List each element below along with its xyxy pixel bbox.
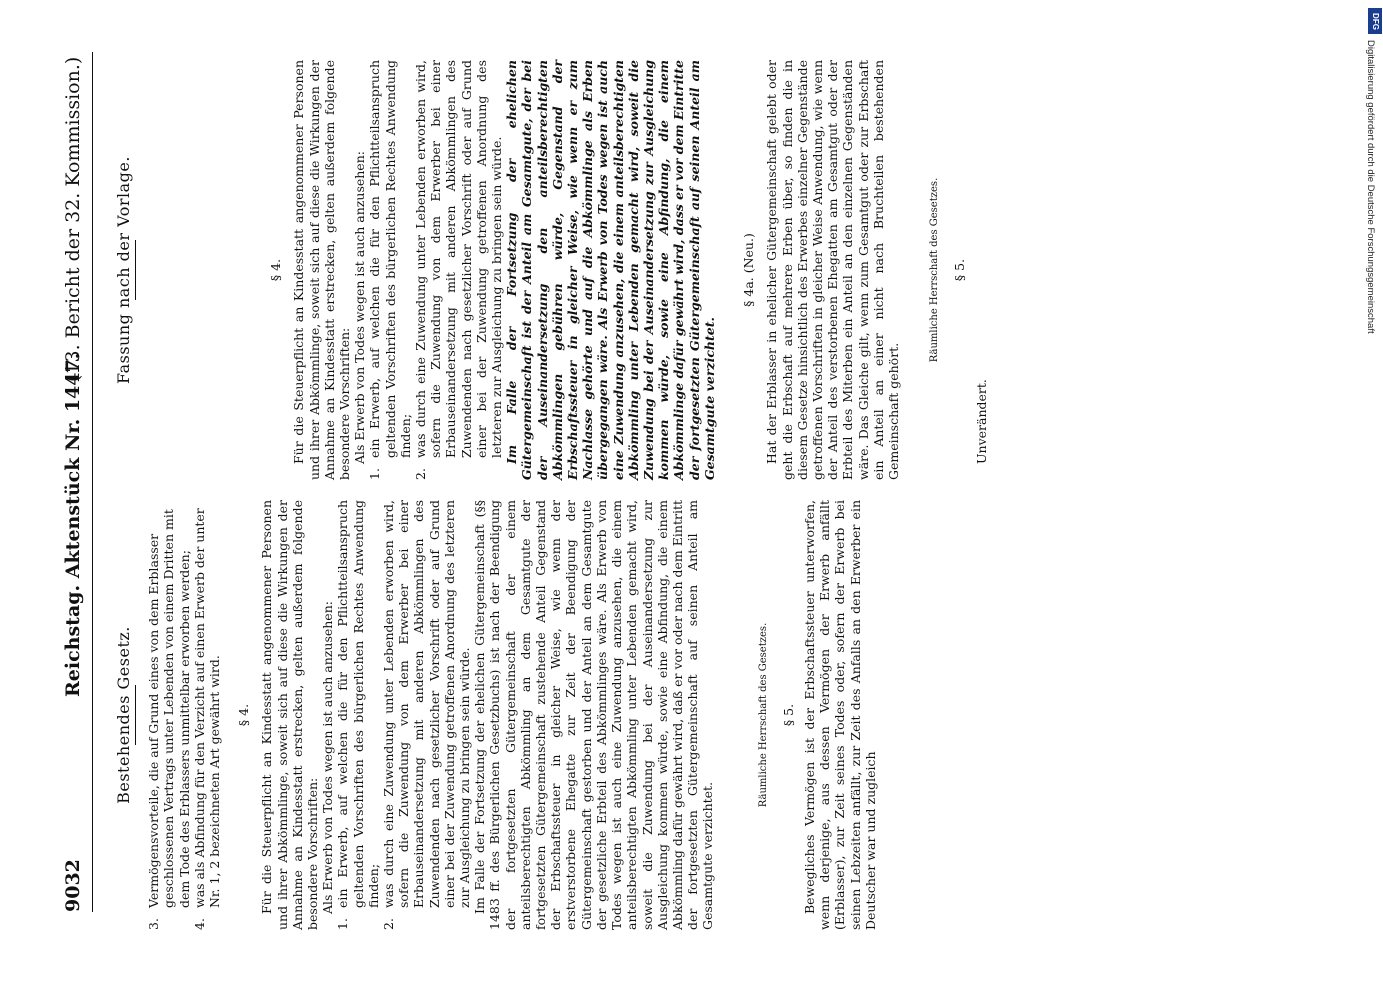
left-section-5-heading: § 5. bbox=[780, 703, 796, 727]
right-continued-community-paragraph: Im Falle der Fortsetzung der ehelichen Gütergemeinschaft ist der Anteil am Gesamtgute, der bei der Auseinandersetzung den anteilsberechtigten Abkömmlingen gebühren würde, Gegenstand der Erbschaftssteuer in gleicher Weise, wie wenn er zum Nachlasse gehörte und auf die Abkömmlinge als Erben übergegangen wäre. Als Erwerb von Todes wegen ist auch eine Zuwendung anzusehen, die einem anteilsberechtigten Abkömmling unter Lebenden gemacht wird, soweit die Zuwendung bei der Auseinandersetzung zur Ausgleichung kommen würde, sowie eine Abfindung, die einem Abkömmlinge dafür gewährt wird, dass er vor dem Eintritte der fortgesetzten Gütergemeinschaft auf seinen Anteil am Gesamtgute verzichtet. bbox=[504, 60, 717, 480]
right-section-5-text: Unverändert. bbox=[973, 379, 989, 464]
left-item-4 bbox=[192, 500, 222, 930]
document-title: Reichstag. Aktenstück Nr. 1447. bbox=[62, 352, 84, 697]
right-column-title: Fassung nach der Vorlage. bbox=[114, 156, 133, 384]
left-item-3 bbox=[146, 500, 192, 930]
item-number: 2. bbox=[413, 468, 429, 480]
left-title-rule bbox=[135, 685, 136, 745]
item-text: was durch eine Zuwendung unter Lebenden erworben wird, sofern die Zuwendung von dem Erwerber bei einer Erbauseinandersetzung mit anderen Abkömmlingen des Zuwendenden nach gesetzlicher Vorschrift oder auf Grund einer bei der Zuwendung getroffenen Anordnung des letzteren zur Ausgleichung zu bringen sein würde. bbox=[381, 500, 473, 908]
left-section-4-item-1 bbox=[335, 500, 381, 930]
item-number: 4. bbox=[191, 918, 207, 930]
right-section-4-heading: § 4. bbox=[268, 258, 284, 282]
right-section-5-heading: § 5. bbox=[952, 258, 968, 282]
left-section-4-heading: § 4. bbox=[236, 703, 252, 727]
left-section-4-item-2 bbox=[381, 500, 472, 930]
item-text: Vermögensvorteile, die auf Grund eines von dem Erblasser geschlossenen Vertrags unter Lebenden von einem Dritten mit dem Tode des Erblassers unmittelbar erworben werden; bbox=[146, 509, 192, 908]
left-section-4-intro: Für die Steuerpflicht an Kindesstatt angenommener Personen und ihrer Abkömmlinge, soweit sich auf diese die Wirkungen der Annahme an Kindesstatt erstrecken, gelten außerdem folgende besondere Vorschriften: bbox=[259, 500, 321, 930]
page-number: 9032 bbox=[62, 859, 84, 912]
item-text: was durch eine Zuwendung unter Lebenden erworben wird, sofern die Zuwendung von dem Erwerber bei einer Erbauseinandersetzung mit anderen Abkömmlingen des Zuwendenden nach gesetzlicher Vorschrift oder auf Grund einer bei der Zuwendung getroffenen Anordnung des letzteren zur Ausgleichung zu bringen sein würde. bbox=[413, 60, 505, 458]
item-number: 1. bbox=[335, 918, 351, 930]
right-section-4-item-2 bbox=[413, 60, 504, 480]
dfg-logo-text: DFG bbox=[1370, 12, 1380, 30]
right-title-rule bbox=[135, 240, 136, 300]
right-spatial-scope-heading: Räumliche Herrschaft des Gesetzes. bbox=[929, 177, 941, 363]
item-number: 2. bbox=[381, 918, 397, 930]
right-section-4-item-1 bbox=[367, 60, 413, 480]
left-spatial-scope-heading: Räumliche Herrschaft des Gesetzes. bbox=[757, 622, 769, 808]
document-subtitle: (13. Bericht der 32. Kommission.) bbox=[62, 56, 84, 382]
right-section-4a-text: Hat der Erblasser in ehelicher Gütergemeinschaft gelebt oder geht die Erbschaft auf mehrere Erben über, so finden die in diesem Gesetze hinsichtlich des Erwerbes einzelner Gegenstände getroffenen Vorschriften in gleicher Weise Anwendung, wie wenn der Anteil des verstorbenen Ehegatten am Gesamtgut oder der Erbteil des Miterben ein Anteil an den einzelnen Gegenständen wäre. Das Gleiche gilt, wenn zum Gesamtgut oder zur Erbschaft ein Anteil an einer nicht nach Bruchteilen bestehenden Gemeinschaft gehört. bbox=[764, 60, 901, 480]
header-rule bbox=[92, 52, 93, 912]
item-number: 1. bbox=[367, 468, 383, 480]
item-text: ein Erwerb, auf welchen die für den Pflichtteilsanspruch geltenden Vorschriften des bürgerlichen Rechtes Anwendung finden; bbox=[367, 60, 413, 458]
right-section-4-intro: Für die Steuerpflicht an Kindesstatt angenommener Personen und ihrer Abkömmlinge, soweit sich auf diese die Wirkungen der Annahme an Kindesstatt erstrecken, gelten außerdem folgende besondere Vorschriften: bbox=[291, 60, 353, 480]
left-column-title: Bestehendes Gesetz. bbox=[114, 626, 133, 804]
dfg-logo bbox=[1368, 8, 1382, 34]
item-text: was als Abfindung für den Verzicht auf einen Erwerb der unter Nr. 1, 2 bezeichneten Art gewährt wird. bbox=[191, 508, 223, 908]
left-section-5-text: Bewegliches Vermögen ist der Erbschaftssteuer unterworfen, wenn derjenige, aus dessen Vermögen der Erwerb anfällt (Erblasser), zur Zeit seines Todes oder, sofern der Erwerb bei seinen Lebzeiten anfällt, zur Zeit des Anfalls an den Erwerber ein Deutscher war und zugleich bbox=[801, 500, 878, 930]
item-text: ein Erwerb, auf welchen die für den Pflichtteilsanspruch geltenden Vorschriften des bürgerlichen Rechtes Anwendung finden; bbox=[335, 500, 381, 908]
digitization-credit: Digitalisierung gefördert durch die Deutsche Forschungsgemeinschaft bbox=[1365, 40, 1376, 334]
column-existing-law bbox=[110, 500, 878, 930]
right-section-4-as: Als Erwerb von Todes wegen ist auch anzusehen: bbox=[352, 151, 368, 464]
item-number: 3. bbox=[146, 918, 162, 930]
left-continued-community-paragraph: Im Falle der Fortsetzung der ehelichen Gütergemeinschaft (§§ 1483 ff. des Bürgerlichen Gesetzbuchs) ist nach der Beendigung der fortgesetzten Gütergemeinschaft der einem anteilsberechtigten Abkömmling an dem Gesamtgute der fortgesetzten Gütergemeinschaft zustehende Anteil Gegenstand der Erbschaftssteuer in gleicher Weise, wie wenn der erstverstorbene Ehegatte zur Zeit der Beendigung der Gütergemeinschaft gestorben und der Anteil an dem Gesamtgute der gesetzliche Erbteil des Abkömmlinges wäre. Als Erwerb von Todes wegen ist auch eine Zuwendung anzusehen, die einem anteilsberechtigten Abkömmling unter Lebenden gemacht wird, soweit die Zuwendung bei der Auseinandersetzung zur Ausgleichung kommen würde, sowie eine Abfindung, die einem Abkömmling dafür gewährt wird, daß er vor oder nach dem Eintritt der fortgesetzten Gütergemeinschaft auf seinen Anteil am Gesamtgute verzichtet. bbox=[472, 500, 716, 930]
column-draft-version bbox=[110, 60, 989, 480]
right-section-4a-heading: § 4a. (Neu.) bbox=[741, 233, 757, 307]
left-section-4-as: Als Erwerb von Todes wegen ist auch anzusehen: bbox=[320, 601, 336, 914]
